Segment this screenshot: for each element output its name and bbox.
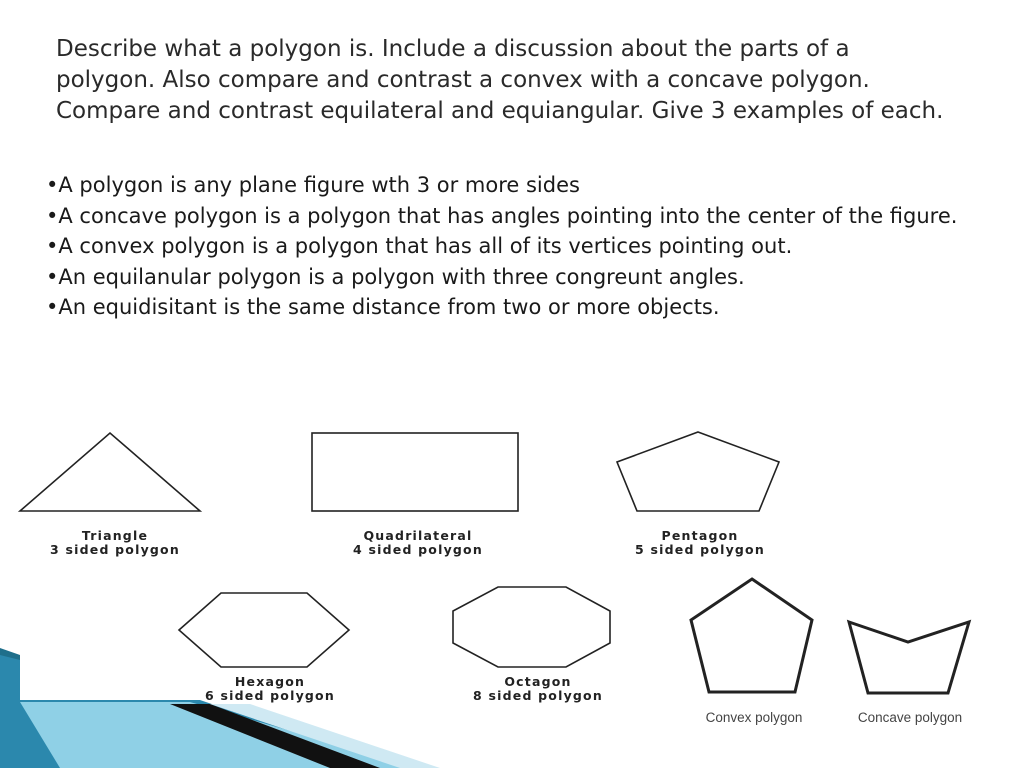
slide-title: Describe what a polygon is. Include a discussion about the parts of a polygon. Also compare and contrast a convex with a concave polygon. Compare and contrast equilateral and equiangular. Give 3 examples of each. (56, 36, 944, 124)
hexagon-shape (176, 591, 352, 669)
quadrilateral-desc: 4 sided polygon (353, 542, 483, 557)
bullet-item: •An equidisitant is the same distance from two or more objects. (46, 295, 720, 319)
quadrilateral-label (318, 529, 518, 557)
bullet-item: •A convex polygon is a polygon that has all of its vertices pointing out. (46, 234, 793, 258)
pentagon-label (600, 529, 800, 557)
triangle-desc: 3 sided polygon (50, 542, 180, 557)
octagon-label (438, 675, 638, 703)
octagon-name: Octagon (504, 674, 572, 689)
quadrilateral-shape (310, 431, 522, 513)
pentagon-name: Pentagon (661, 528, 739, 543)
bullet-list (46, 170, 986, 323)
bullet-item: •An equilanular polygon is a polygon with three congreunt angles. (46, 264, 745, 289)
quadrilateral-name: Quadrilateral (363, 528, 473, 543)
bullet-item: •A concave polygon is a polygon that has angles pointing into the center of the figure. (46, 203, 958, 228)
convex-polygon-shape (688, 576, 816, 696)
hexagon-desc: 6 sided polygon (205, 688, 335, 703)
triangle-name: Triangle (81, 528, 149, 543)
octagon-shape (450, 585, 614, 669)
triangle-label (15, 529, 215, 557)
pentagon-desc: 5 sided polygon (635, 542, 765, 557)
pentagon-shape (614, 430, 782, 514)
octagon-desc: 8 sided polygon (473, 688, 603, 703)
hexagon-name: Hexagon (234, 674, 306, 689)
hexagon-label (170, 675, 370, 703)
bullet-item: •A polygon is any plane figure wth 3 or more sides (46, 173, 580, 197)
triangle-shape (18, 430, 204, 514)
convex-polygon-label: Convex polygon (705, 710, 803, 725)
concave-polygon-shape (846, 618, 972, 696)
concave-polygon-label: Concave polygon (857, 710, 963, 725)
